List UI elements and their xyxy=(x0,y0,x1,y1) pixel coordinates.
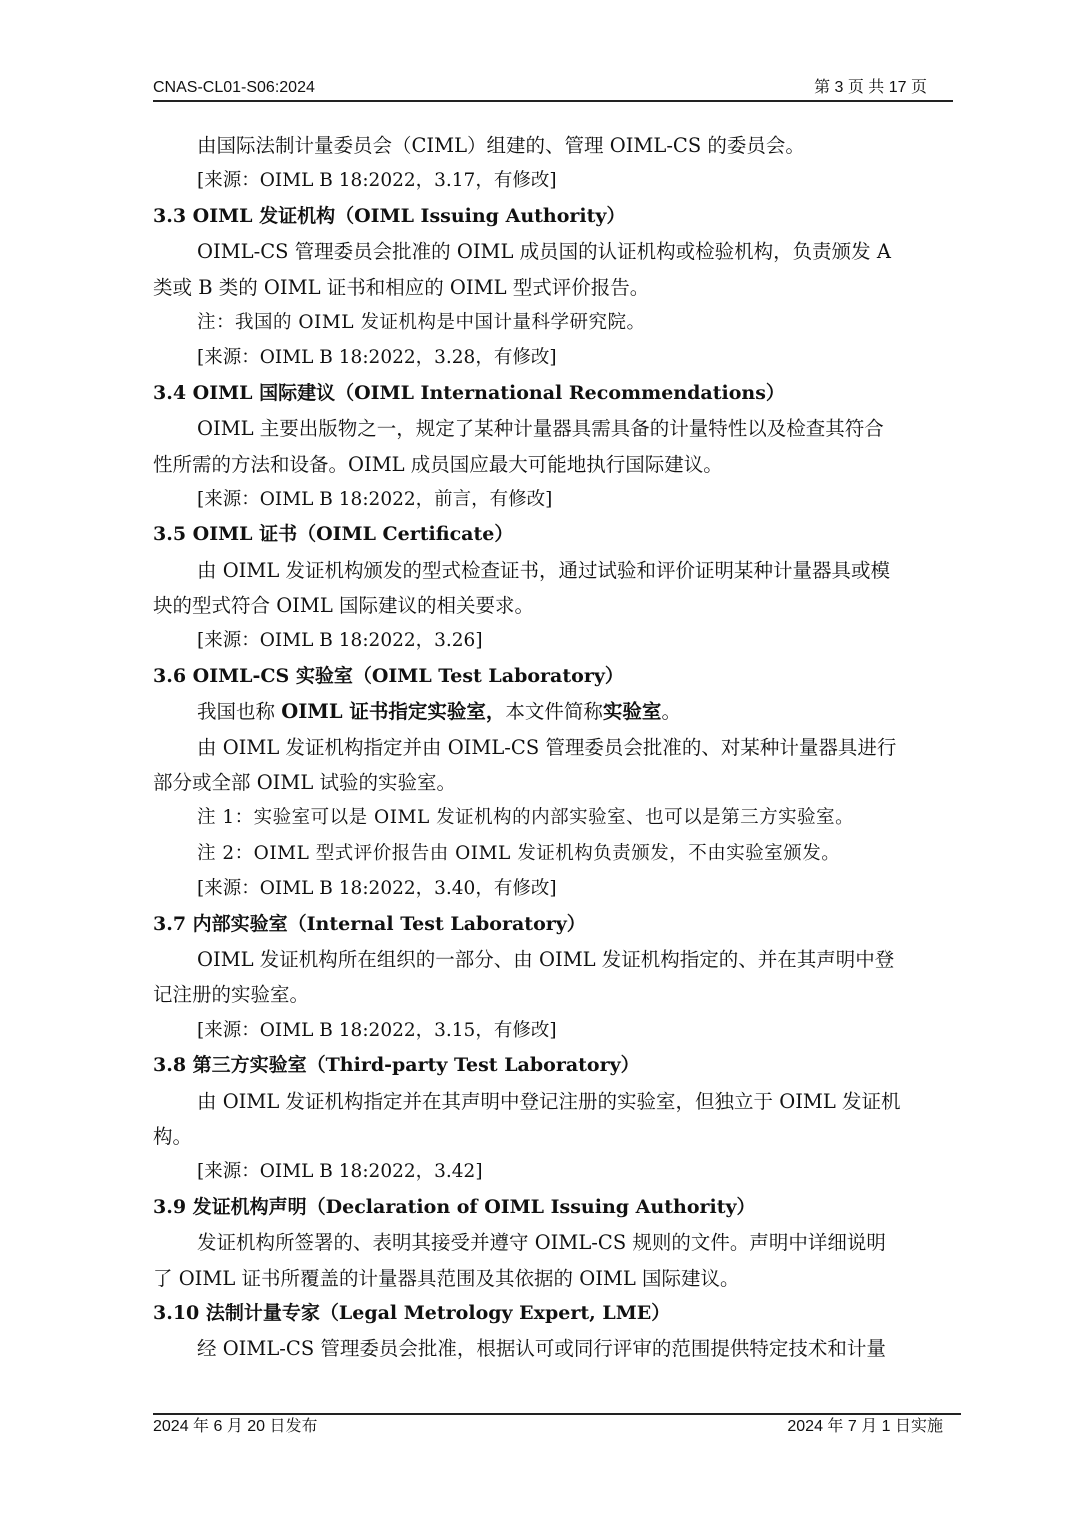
implementation-date: 2024 年 7 月 1 日实施 xyxy=(787,1418,943,1435)
note-line xyxy=(153,836,953,871)
text-run: [来源：OIML B 18:2022，3.15，有修改] xyxy=(197,1019,557,1041)
paragraph-line xyxy=(153,234,953,269)
text-run: 注 1：实验室可以是 OIML 发证机构的内部实验室、也可以是第三方实验室。 xyxy=(197,807,855,829)
paragraph-line xyxy=(153,553,953,588)
paragraph-line xyxy=(153,270,953,305)
text-run: 经 OIML-CS 管理委员会批准，根据认可或同行评审的范围提供特定技术和计量 xyxy=(197,1337,886,1361)
text-run: OIML 发证机构所在组织的一部分、由 OIML 发证机构指定的、并在其声明中登 xyxy=(197,947,895,971)
paragraph-line xyxy=(153,1119,953,1154)
text-run: OIML 主要出版物之一，规定了某种计量器具需具备的计量特性以及检查其符合 xyxy=(197,417,884,441)
paragraph-line xyxy=(153,447,953,482)
text-run: 3.4 OIML 国际建议（OIML International Recommendations） xyxy=(153,381,785,404)
text-run: 。 xyxy=(661,700,681,724)
header-divider xyxy=(153,100,953,102)
section-heading xyxy=(153,907,953,942)
paragraph-line xyxy=(153,1261,953,1296)
text-run: 本文件简称 xyxy=(505,700,603,724)
paragraph-line xyxy=(153,730,953,765)
source-citation xyxy=(153,1154,953,1189)
section-heading xyxy=(153,659,953,694)
section-heading xyxy=(153,1190,953,1225)
text-run: 3.7 内部实验室（Internal Test Laboratory） xyxy=(153,912,586,935)
paragraph-line xyxy=(153,128,953,163)
note-line xyxy=(153,305,953,340)
text-run: 3.8 第三方实验室（Third-party Test Laboratory） xyxy=(153,1054,640,1077)
paragraph-line xyxy=(153,942,953,977)
paragraph-line xyxy=(153,977,953,1012)
paragraph-line xyxy=(153,1225,953,1260)
section-heading xyxy=(153,376,953,411)
page-footer xyxy=(153,1415,961,1439)
text-run: OIML-CS 管理委员会批准的 OIML 成员国的认证机构或检验机构，负责颁发 A xyxy=(197,240,891,264)
section-heading xyxy=(153,1296,953,1331)
text-run: 3.3 OIML 发证机构（OIML Issuing Authority） xyxy=(153,204,626,227)
document-code: CNAS-CL01-S06:2024 xyxy=(153,79,315,96)
paragraph-line xyxy=(153,1331,953,1366)
page-number: 第 3 页 共 17 页 xyxy=(814,79,927,96)
section-heading xyxy=(153,517,953,552)
text-run: 3.6 OIML-CS 实验室（OIML Test Laboratory） xyxy=(153,664,624,687)
paragraph-line xyxy=(153,588,953,623)
source-citation xyxy=(153,163,953,198)
text-run: 注：我国的 OIML 发证机构是中国计量科学研究院。 xyxy=(197,311,646,333)
page-header xyxy=(153,76,953,100)
text-run: 部分或全部 OIML 试验的实验室。 xyxy=(153,771,457,795)
section-heading xyxy=(153,1048,953,1083)
document-body xyxy=(153,128,953,1367)
text-run: 3.5 OIML 证书（OIML Certificate） xyxy=(153,523,514,546)
note-line xyxy=(153,800,953,835)
text-run: 了 OIML 证书所覆盖的计量器具范围及其依据的 OIML 国际建议。 xyxy=(153,1266,740,1290)
section-heading xyxy=(153,199,953,234)
bold-term: OIML 证书指定实验室， xyxy=(281,700,506,724)
text-run: 由 OIML 发证机构指定并在其声明中登记注册的实验室，但独立于 OIML 发证机 xyxy=(197,1089,901,1113)
text-run: 由 OIML 发证机构颁发的型式检查证书，通过试验和评价证明某种计量器具或模 xyxy=(197,558,891,582)
text-run: 3.9 发证机构声明（Declaration of OIML Issuing Authority） xyxy=(153,1195,756,1218)
paragraph-line xyxy=(153,694,953,729)
source-citation xyxy=(153,871,953,906)
text-run: [来源：OIML B 18:2022，前言，有修改] xyxy=(197,488,553,510)
text-run: [来源：OIML B 18:2022，3.28，有修改] xyxy=(197,347,557,369)
text-run: 块的型式符合 OIML 国际建议的相关要求。 xyxy=(153,594,535,618)
text-run: 记注册的实验室。 xyxy=(153,983,310,1007)
issue-date: 2024 年 6 月 20 日发布 xyxy=(153,1418,318,1435)
paragraph-line xyxy=(153,411,953,446)
paragraph-line xyxy=(153,1084,953,1119)
source-citation xyxy=(153,340,953,375)
text-run: 类或 B 类的 OIML 证书和相应的 OIML 型式评价报告。 xyxy=(153,275,650,299)
text-run: 注 2：OIML 型式评价报告由 OIML 发证机构负责颁发，不由实验室颁发。 xyxy=(197,842,841,864)
text-run: [来源：OIML B 18:2022，3.40，有修改] xyxy=(197,878,557,900)
text-run: [来源：OIML B 18:2022，3.26] xyxy=(197,630,483,652)
text-run: 由 OIML 发证机构指定并由 OIML-CS 管理委员会批准的、对某种计量器具进行 xyxy=(197,735,897,759)
source-citation xyxy=(153,623,953,658)
text-run: 构。 xyxy=(153,1124,193,1148)
text-run: 3.10 法制计量专家（Legal Metrology Expert, LME） xyxy=(153,1301,671,1324)
paragraph-line xyxy=(153,765,953,800)
source-citation xyxy=(153,482,953,517)
text-run: 性所需的方法和设备。OIML 成员国应最大可能地执行国际建议。 xyxy=(153,452,723,476)
text-run: [来源：OIML B 18:2022，3.17，有修改] xyxy=(197,170,557,192)
text-run: 我国也称 xyxy=(197,700,282,724)
text-run: [来源：OIML B 18:2022，3.42] xyxy=(197,1161,483,1183)
text-run: 由国际法制计量委员会（CIML）组建的、管理 OIML-CS 的委员会。 xyxy=(197,134,805,157)
source-citation xyxy=(153,1013,953,1048)
text-run: 发证机构所签署的、表明其接受并遵守 OIML-CS 规则的文件。声明中详细说明 xyxy=(197,1231,886,1255)
bold-term: 实验室 xyxy=(602,700,662,724)
